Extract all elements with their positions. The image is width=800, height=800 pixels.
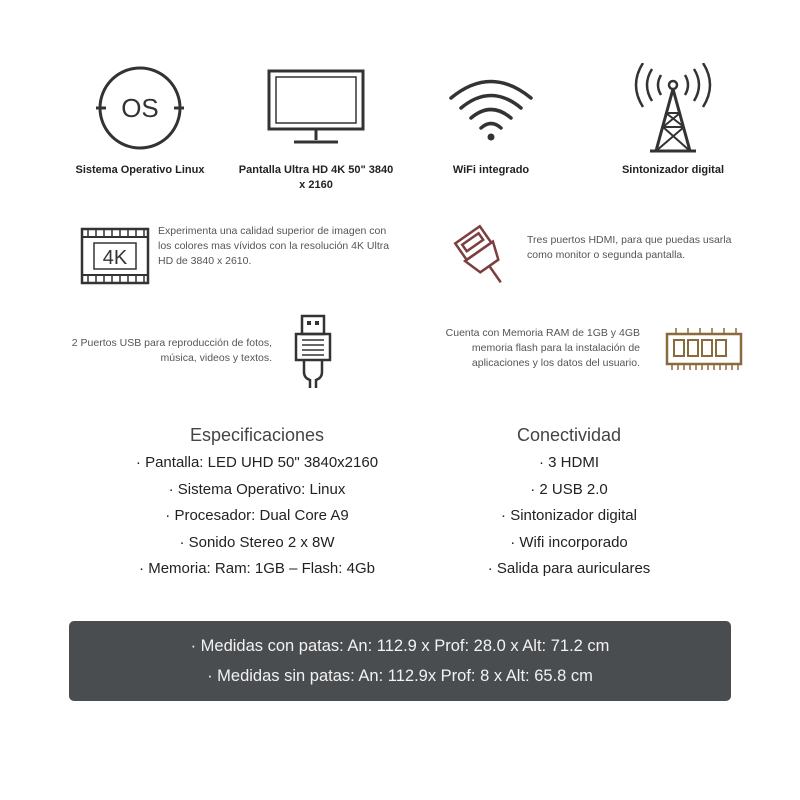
connectivity-title: Conectividad (516, 425, 622, 445)
connectivity-item: · Sintonizador digital (501, 507, 637, 524)
ram-module-icon (664, 326, 744, 372)
spec-item: · Sonido Stereo 2 x 8W (179, 533, 335, 551)
dimension-with-stand: · Medidas con patas: An: 112.9 x Prof: 28.0 x Alt: 71.2 cm (190, 637, 610, 655)
feature-display-label: Pantalla Ultra HD 4K 50" 3840 x 2160 (238, 164, 394, 191)
desc-usb: 2 Puertos USB para reproducción de fotos, música, videos y textos. (71, 337, 272, 364)
feature-os-label: Sistema Operativo Linux (75, 164, 205, 176)
monitor-icon (266, 68, 366, 148)
antenna-tower-icon (628, 63, 718, 153)
desc-4k: Experimenta una calidad superior de imagen con los colores mas vívidos con la resolución 4K Ultra HD de 3840 x 2610. (158, 225, 390, 267)
4k-film-icon (80, 227, 150, 285)
desc-hdmi: Tres puertos HDMI, para que puedas usarla como monitor o segunda pantalla. (527, 234, 732, 261)
feature-wifi (401, 60, 581, 178)
feature-os (50, 60, 230, 178)
wifi-icon (446, 73, 536, 143)
usb-cable-icon (290, 314, 336, 390)
hdmi-cable-icon (448, 222, 518, 292)
specifications-title: Especificaciones (189, 425, 325, 445)
4k-icon-text: 4K (102, 247, 128, 269)
feature-wifi-label: WiFi integrado (452, 164, 530, 176)
connectivity-item: · 2 USB 2.0 (530, 480, 608, 498)
os-circle-icon (94, 62, 186, 154)
specifications-column (97, 424, 417, 583)
feature-tuner (583, 60, 763, 178)
feature-display (226, 60, 406, 193)
connectivity-item: · 3 HDMI (539, 454, 599, 471)
connectivity-column (409, 424, 729, 583)
spec-item: · Memoria: Ram: 1GB – Flash: 4Gb (139, 560, 375, 577)
dimension-without-stand: · Medidas sin patas: An: 112.9x Prof: 8 x Alt: 65.8 cm (207, 667, 593, 685)
spec-item: · Procesador: Dual Core A9 (165, 507, 349, 524)
connectivity-item: · Salida para auriculares (487, 560, 651, 577)
desc-ram: Cuenta con Memoria RAM de 1GB y 4GB memoria flash para la instalación de aplicaciones y los datos del usuario. (445, 327, 640, 369)
feature-tuner-label: Sintonizador digital (621, 164, 725, 176)
connectivity-item: · Wifi incorporado (510, 533, 628, 551)
spec-item: · Sistema Operativo: Linux (168, 480, 346, 498)
os-icon-text: OS (121, 92, 159, 123)
spec-item: · Pantalla: LED UHD 50" 3840x2160 (135, 454, 379, 471)
dimensions-bar (69, 621, 731, 701)
